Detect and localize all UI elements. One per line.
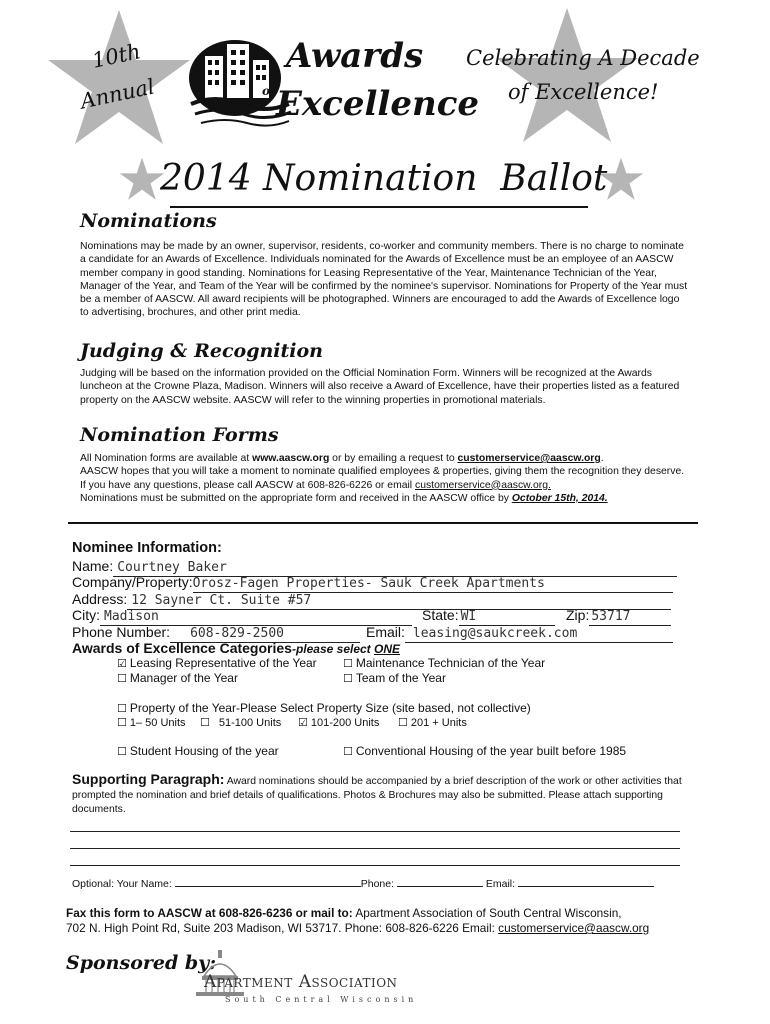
size-1-50[interactable] — [117, 716, 186, 729]
fax-block — [66, 906, 649, 936]
optional-row — [72, 878, 654, 890]
address-label: Address: — [72, 591, 128, 607]
option-property-label: Property of the Year-Please Select Property Size (site based, not collective) — [129, 701, 531, 715]
checked-checkbox-icon[interactable]: ☑ — [117, 657, 127, 670]
judging-heading: Judging & Recognition — [80, 340, 323, 362]
forms-line3: Nominations must be submitted on the appropriate form and received in the AASCW office by — [80, 492, 512, 504]
nominations-text: Nominations may be made by an owner, supervisor, residents, co-worker and community members. There is no charge to nominate a candidate for an Awards of Excellence. Individuals nominated for the Awards of Excellence must be an employee of an AASCW member company in good standing. Nominations for Leasing Representative of the Year, Maintenance Technician of the Year, Manager of the Year, and Team of the Year will be confirmed by the nominee's supervisor. Nominations for Property of the Year must be a member of AASCW. All award recipients will be photographed. Winners are encouraged to add the Awards of Excellence logo to advertising, brochures, and other print media. — [80, 241, 688, 319]
supporting-line-1[interactable] — [70, 831, 680, 832]
checkbox-icon[interactable]: ☐ — [117, 702, 127, 715]
option-team[interactable] — [343, 671, 446, 685]
categories-one: ONE — [374, 642, 401, 656]
zip-field[interactable]: 53717 — [589, 609, 671, 626]
size-201-plus[interactable] — [398, 716, 467, 729]
checkbox-icon[interactable]: ☐ — [343, 672, 353, 685]
state-label: State: — [422, 607, 459, 623]
sponsor-logo-main: Apartment Association — [204, 972, 398, 992]
supporting-line-3[interactable] — [70, 865, 680, 866]
company-field[interactable]: Orosz-Fagen Properties- Sauk Creek Apartments — [193, 576, 673, 593]
option-team-label: Team of the Year — [355, 671, 446, 685]
phone-label: Phone Number: — [72, 624, 171, 640]
company-label: Company/Property: — [72, 574, 193, 590]
size-101-200[interactable] — [298, 716, 379, 729]
option-conventional[interactable] — [343, 744, 626, 758]
email-link-2[interactable]: customerservice@aascw.org. — [415, 479, 551, 491]
fax-email-link[interactable]: customerservice@aascw.org — [498, 921, 650, 935]
section-divider — [68, 522, 698, 524]
forms-line1-c: . — [600, 453, 604, 464]
celebrating-line2: of Excellence! — [508, 80, 659, 104]
zip-label: Zip: — [566, 607, 590, 623]
checkbox-icon[interactable]: ☐ — [343, 657, 353, 670]
logo-of-text: of — [262, 84, 276, 98]
checkbox-icon[interactable]: ☐ — [117, 672, 127, 685]
option-conventional-label: Conventional Housing of the year built before 1985 — [355, 744, 627, 758]
celebrating-line1: Celebrating A Decade — [466, 46, 700, 70]
size-51-100-label: 51-100 Units — [218, 717, 282, 729]
size-1-50-label: 1– 50 Units — [129, 717, 186, 729]
sponsored-label: Sponsored by: — [66, 952, 217, 974]
option-maintenance-label: Maintenance Technician of the Year — [355, 656, 546, 670]
checkbox-icon[interactable]: ☐ — [398, 716, 408, 729]
size-101-200-label: 101-200 Units — [310, 717, 380, 729]
logo-excellence-text: Excellence — [276, 84, 480, 124]
forms-line1-b: or by emailing a request to — [329, 453, 458, 464]
forms-text — [80, 452, 692, 505]
option-manager[interactable] — [117, 671, 238, 685]
supporting-block — [72, 772, 684, 817]
optional-phone-label: Phone: — [360, 878, 395, 890]
fax-text2: 702 N. High Point Rd, Suite 203 Madison, WI 53717. Phone: 608-826-6226 Email: — [66, 921, 499, 935]
fax-text1: Apartment Association of South Central Wisconsin, — [352, 906, 622, 920]
forms-line1-a: All Nomination forms are available at — [80, 453, 253, 464]
optional-name-field[interactable] — [175, 886, 361, 887]
forms-line2: AASCW hopes that you will take a moment to nominate qualified employees & properties, giving them the recognition they deserve. If you have any questions, please call AASCW at 608-826-6226 or email — [80, 466, 685, 491]
city-label: City: — [72, 607, 100, 623]
fax-bold: Fax this form to AASCW at 608-826-6236 or mail to: — [66, 906, 353, 920]
nominee-heading: Nominee Information: — [72, 540, 222, 556]
star-left-icon — [44, 8, 194, 148]
checkbox-icon[interactable]: ☐ — [343, 745, 353, 758]
supporting-heading: Supporting Paragraph: — [72, 771, 225, 787]
title-underline — [170, 206, 588, 208]
size-51-100[interactable] — [200, 716, 281, 729]
optional-name-label: Optional: Your Name: — [72, 878, 172, 890]
checkbox-icon[interactable]: ☐ — [117, 745, 127, 758]
supporting-line-2[interactable] — [70, 848, 680, 849]
deadline-date: October 15th, 2014. — [511, 492, 608, 504]
checkbox-icon[interactable]: ☐ — [200, 716, 210, 729]
optional-email-label: Email: — [485, 878, 516, 890]
state-field[interactable]: WI — [459, 609, 555, 626]
option-student[interactable] — [117, 744, 279, 758]
categories-instruction: -please select — [291, 642, 375, 656]
categories-title: Awards of Excellence Categories — [72, 640, 292, 656]
tenth-label: 10th — [90, 39, 143, 73]
city-field[interactable]: Madison — [100, 609, 412, 626]
option-leasing-label: Leasing Representative of the Year — [129, 656, 317, 670]
option-manager-label: Manager of the Year — [129, 671, 238, 685]
optional-phone-field[interactable] — [397, 886, 483, 887]
email-label: Email: — [366, 624, 405, 640]
email-link-1[interactable]: customerservice@aascw.org — [457, 453, 601, 464]
star-right-icon — [492, 6, 642, 146]
judging-text: Judging will be based on the information provided on the Official Nomination Form. Winners will be recognized at the Awards luncheon at the Crowne Plaza, Madison. Winners will also receive a Award of Excellence, have their properties listed as a featured property on the AASCW website. AASCW will refer to the winning properties in promotional materials. — [80, 368, 680, 406]
logo-awards-text: Awards — [286, 36, 424, 76]
small-star-left-icon — [118, 157, 166, 201]
forms-heading: Nomination Forms — [80, 424, 279, 446]
name-field[interactable]: Courtney Baker — [113, 560, 677, 577]
sponsor-logo-sub: South Central Wisconsin — [225, 995, 418, 1004]
nominations-heading: Nominations — [80, 210, 217, 232]
phone-field[interactable]: 608-829-2500 — [170, 626, 360, 643]
address-field[interactable]: 12 Sayner Ct. Suite #57 — [127, 593, 671, 610]
website-link[interactable]: www.aascw.org — [252, 453, 330, 464]
size-201-plus-label: 201 + Units — [410, 717, 467, 729]
option-student-label: Student Housing of the year — [129, 744, 279, 758]
ballot-title: 2014 Nomination Ballot — [160, 158, 608, 199]
supporting-text: Award nominations should be accompanied by a brief description of the work or other activities that prompted the nomination and brief details of qualifications. Photos & Brochures may also be submitted. Please attach supporting documents. — [72, 776, 682, 815]
option-leasing[interactable] — [117, 656, 317, 670]
annual-label: Annual — [78, 74, 157, 114]
checked-checkbox-icon[interactable]: ☑ — [298, 716, 308, 729]
option-maintenance[interactable] — [343, 656, 545, 670]
categories-heading — [72, 640, 400, 656]
option-property[interactable] — [117, 701, 531, 715]
optional-email-field[interactable] — [518, 886, 654, 887]
name-label: Name: — [72, 558, 114, 574]
email-row — [366, 624, 673, 643]
checkbox-icon[interactable]: ☐ — [117, 716, 127, 729]
email-field[interactable]: leasing@saukcreek.com — [405, 626, 673, 643]
